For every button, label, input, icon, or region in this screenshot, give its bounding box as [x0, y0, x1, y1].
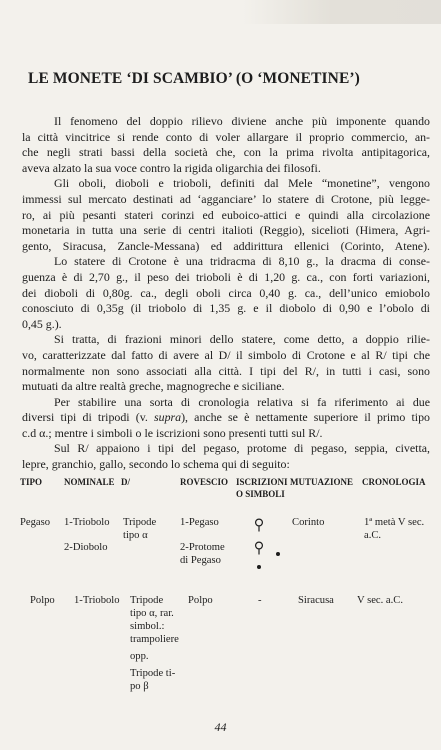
cell-diritto: trampoliere [130, 634, 179, 645]
text-line: Sul R/ appaiono i tipi del pegaso, protome di pegaso, seppia, civetta, [54, 441, 430, 456]
text-line: ro, ai più pesanti stateri corinzi ed euboico-attici e quindi alla circolazione [22, 207, 430, 222]
text-line: la città vincitrice si rende conto di voler allargare il proprio commercio, an- [22, 129, 430, 144]
paragraph-3 [22, 254, 430, 332]
cell-tipo: Pegaso [20, 517, 51, 528]
text-line: c.d α.; mentre i simboli o le iscrizioni sono presenti tutti sul R/. [22, 425, 323, 440]
symbol-qoppa-icon [254, 541, 264, 555]
page-edge-shadow [0, 0, 441, 24]
paragraph-6 [22, 441, 430, 472]
cell-diritto: simbol.: [130, 621, 165, 632]
table-header-row [0, 476, 441, 512]
text-line: diversi tipi di tripodi (v. supra), anche se è nettamente superiore il primo tipo [22, 410, 430, 425]
text-line: conosciuto di 0,35g (il triobolo di 1,35 g. e il diobolo di 0,90 e l’obolo di [22, 301, 430, 316]
cell-diritto: opp. [130, 651, 149, 662]
cell-tipo: Polpo [30, 595, 55, 606]
text-line: Il fenomeno del doppio rilievo diviene anche più imponente quando [54, 114, 430, 128]
column-header-nominale: NOMINALE [64, 477, 115, 487]
cell-iscrizioni: - [258, 595, 262, 606]
column-header-rovescio: ROVESCIO [180, 477, 229, 487]
symbol-dot-icon [257, 565, 261, 569]
column-header-tipo: TIPO [20, 477, 43, 487]
text-line: lepre, granchio, gallo, secondo lo schema qui di seguito: [22, 457, 290, 472]
text-line: Lo statere di Crotone è una tridracma di 8,10 g., la dracma di conse- [54, 254, 430, 269]
chapter-heading: LE MONETE ‘DI SCAMBIO’ (O ‘MONETINE’) [28, 70, 360, 87]
text-line: aveva alzato la sua voce contro la rigida oligarchia dei filosofi. [22, 160, 321, 175]
paragraph-1 [22, 114, 430, 176]
cell-mutuazione: Corinto [292, 517, 325, 528]
column-header-cronologia: CRONOLOGIA [362, 477, 426, 487]
cell-rovescio: Polpo [188, 595, 213, 606]
cell-rovescio: 1-Pegaso [180, 517, 219, 528]
text-line: gento, Siracusa, Zancle-Messana) ed addirittura ellenici (Corinto, Atene). [22, 238, 430, 253]
cell-rovescio: 2-Protome [180, 542, 225, 553]
text-line: normalmente non sono associati alla città. I tipi del R/, in tutti i casi, sono [22, 363, 430, 378]
text-line: Si tratta, di frazioni minori dello statere, come detto, a doppio rilie- [54, 332, 430, 347]
text-line: 0,45 g.). [22, 316, 62, 331]
cell-nominale: 1-Triobolo [74, 595, 120, 606]
cell-diritto: po β [130, 681, 149, 692]
cell-diritto: tipo α [123, 530, 148, 541]
cell-diritto: Tripode [130, 595, 164, 606]
text-line: vo, caratterizzate dal fatto di avere al D/ il simbolo di Crotone e al R/ tipi che [22, 347, 430, 362]
page-number: 44 [214, 720, 227, 734]
text-line: Per stabilire una sorta di cronologia relativa si fa riferimento ai due [54, 394, 430, 409]
text-line: Gli oboli, dioboli e trioboli, definiti dal Mele “monetine”, vengono [54, 176, 430, 191]
cell-rovescio: di Pegaso [180, 555, 221, 566]
text-line: monetaria in tutta una serie di centri italioti (Reggio), sicelioti (Himera, Agri- [22, 223, 430, 238]
column-header-iscrizioni: ISCRIZIONI [236, 477, 288, 487]
paragraph-2 [22, 176, 430, 254]
cell-cronologia: V sec. a.C. [357, 595, 403, 606]
cell-diritto: Tripode ti- [130, 668, 176, 679]
cell-mutuazione: Siracusa [298, 595, 334, 606]
text-line: dei dioboli di 0,80g. ca., degli oboli circa 0,40 g. ca., dell’unico emiobolo [22, 285, 430, 300]
column-header-d: D/ [121, 477, 130, 487]
cell-cronologia: 1ª metà V sec. [364, 517, 425, 528]
cell-cronologia: a.C. [364, 530, 382, 541]
cell-nominale: 1-Triobolo [64, 517, 110, 528]
paragraph-4 [22, 332, 430, 394]
body-text [22, 114, 430, 473]
cell-diritto: tipo α, rar. [130, 608, 174, 619]
symbol-qoppa-icon [254, 518, 264, 532]
text-line: che negli strati bassi della società che, con la prima rivolta antipitagorica, [22, 145, 430, 160]
text-line: mutuati da altre realtà greche, magnogreche e siciliane. [22, 379, 285, 394]
paragraph-5 [22, 395, 430, 442]
text-line: guenza è di 2,70 g., il peso dei trioboli è di 1,20 g. ca., con forti variazioni, [22, 269, 430, 284]
cell-diritto: Tripode [123, 517, 157, 528]
text-line: immessi sul mercato destinati ad ‘agganciare’ lo statere di Crotone, più legge- [22, 191, 430, 206]
column-header-simboli: O SIMBOLI [236, 489, 285, 499]
cell-nominale: 2-Diobolo [64, 542, 108, 553]
symbol-dot-icon [276, 552, 280, 556]
column-header-mutuazione: MUTUAZIONE [290, 477, 354, 487]
